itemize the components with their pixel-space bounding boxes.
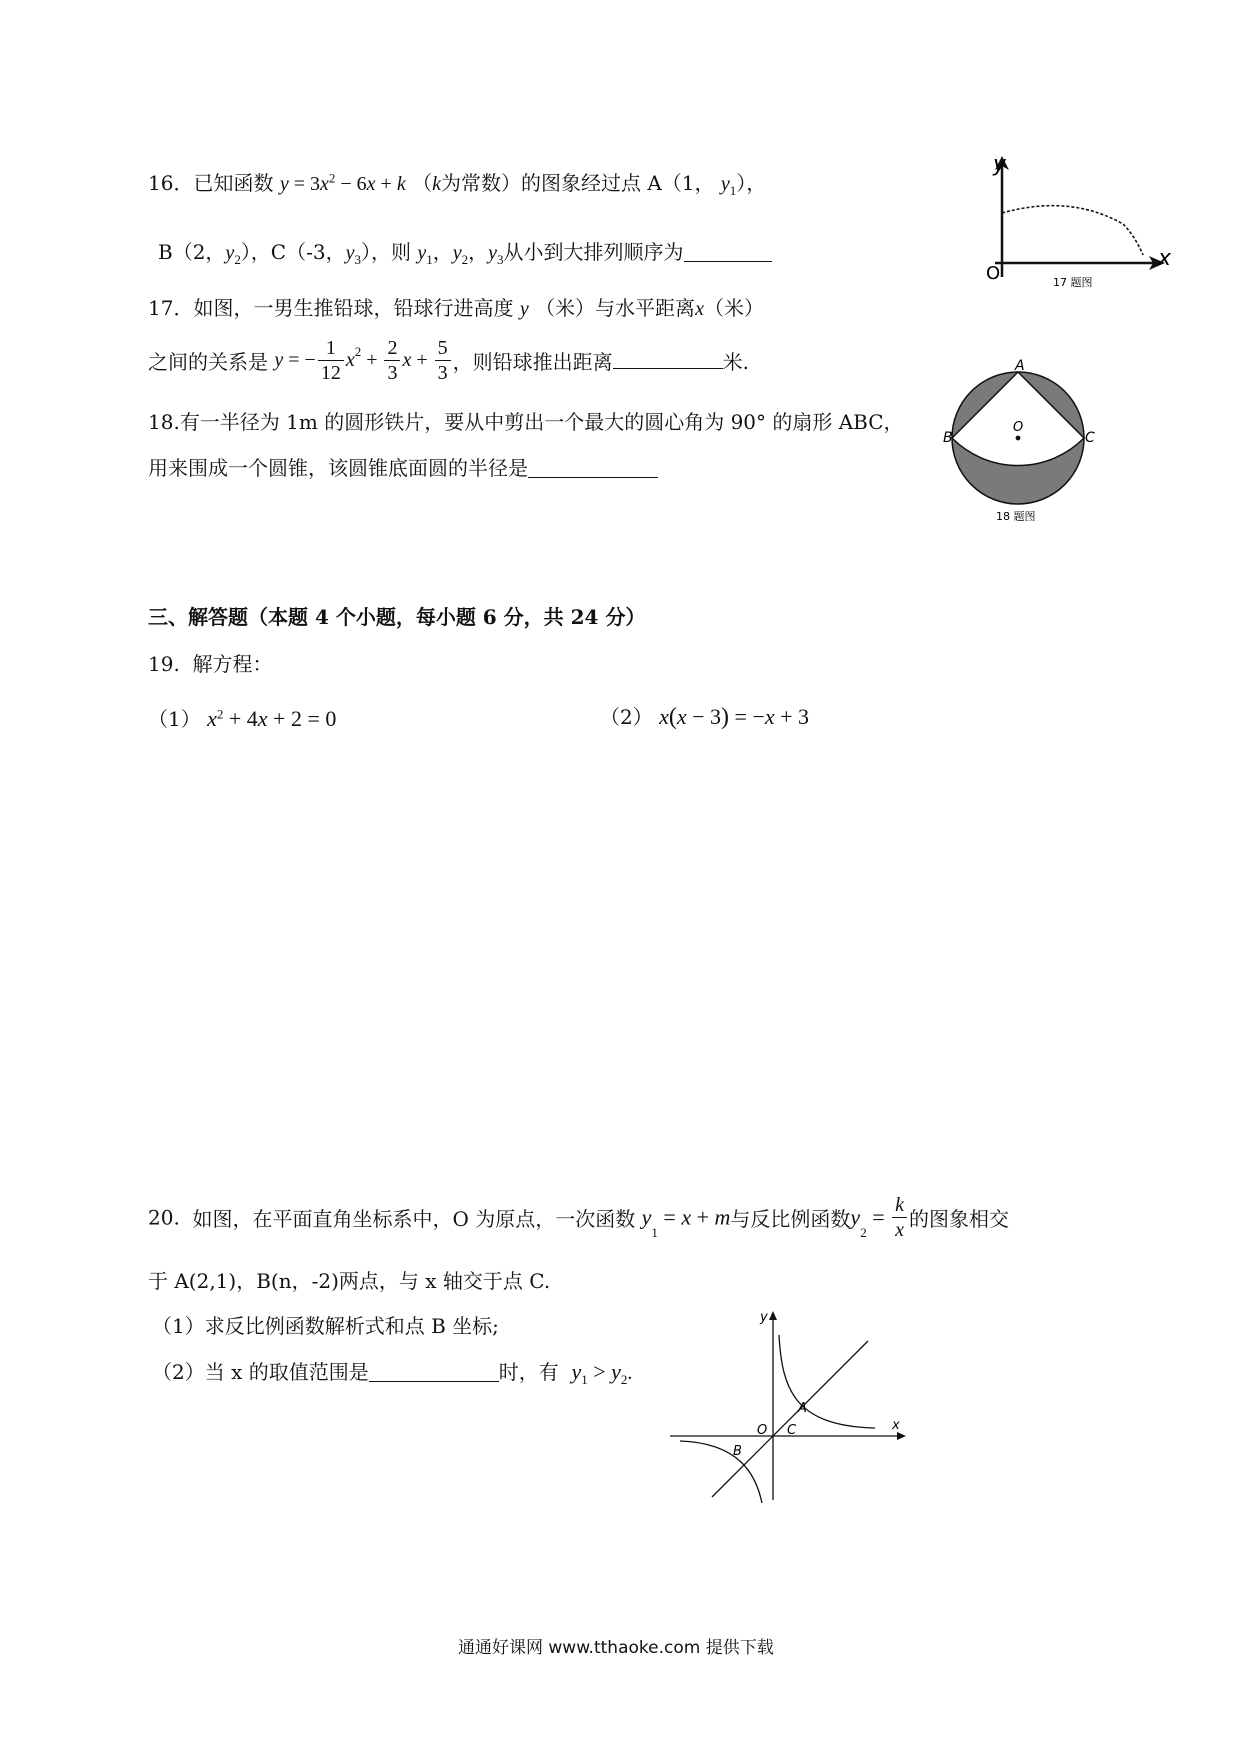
q17-frac-2-3: $\frac{2}{3}$ — [384, 336, 400, 385]
figure-20 — [670, 1305, 910, 1505]
q18-line1: 18.有一半径为 1m 的圆形铁片，要从中剪出一个最大的圆心角为 90° 的扇形 ABC， — [148, 410, 904, 434]
q18-line2: 用来围成一个圆锥，该圆锥底面圆的半径是 — [148, 452, 658, 481]
q17-frac-1-12: $\frac{1}{12}$ — [318, 336, 344, 385]
q16-answer-blank — [684, 241, 772, 262]
fig18-caption: 18 题图 — [996, 510, 1036, 523]
fig20-label-O: O — [757, 1423, 768, 1438]
q19-part1: （1） $x^2 + 4x + 2 = 0$ — [148, 706, 337, 731]
q16-text: 已知函数 — [193, 171, 274, 195]
q19-title: 19. 解方程： — [148, 652, 273, 676]
fig20-y-arrow — [769, 1311, 777, 1320]
fig18-label-A: A — [1015, 358, 1025, 374]
q17-line2: 之间的关系是 y = − $\frac{1}{12}$ $x^2$ + $\frac{2}{3}$ x + $\frac{5}{3}$ ，则铅球推出距离 米. — [148, 337, 750, 384]
fig20-hyperbola-lower — [680, 1441, 762, 1503]
q17-number: 17． — [148, 296, 194, 320]
fig20-label-A: A — [798, 1401, 807, 1416]
fig18-label-B: B — [943, 430, 953, 446]
q19-part2: （2） x(x − 3) = −x + 3 — [600, 704, 810, 730]
q16-equation: y — [279, 173, 289, 195]
q20-line1: 20. 如图，在平面直角坐标系中，O 为原点，一次函数 $y_1 = x + m$与反比例函数$y_2$ = $\frac{k}{x}$ 的图象相交 — [148, 1194, 1009, 1241]
fig18-sector — [952, 372, 1084, 465]
fig18-label-O: O — [1013, 420, 1024, 435]
q17-answer-blank — [613, 348, 723, 369]
fig17-trajectory-curve — [1002, 206, 1143, 255]
fig17-origin-label: O — [986, 263, 1001, 284]
fig20-label-y: y — [760, 1310, 768, 1325]
q19-number: 19. — [148, 652, 180, 676]
q20-answer-blank — [369, 1361, 499, 1382]
fig20-x-arrow — [897, 1432, 906, 1440]
fig18-center-dot — [1016, 436, 1021, 441]
q20-line2: 于 A(2,1)，B(n，-2)两点，与 x 轴交于点 C. — [148, 1269, 551, 1293]
fig20-line-y1 — [712, 1341, 868, 1497]
fig17-y-label: y — [993, 152, 1007, 177]
fig17-x-label: x — [1158, 246, 1172, 271]
fig20-label-C: C — [787, 1423, 797, 1438]
q20-part2: （2）当 x 的取值范围是 时，有 $y_1 > y_2$. — [152, 1359, 633, 1387]
q18-answer-blank — [528, 457, 658, 478]
figure-18 — [943, 358, 1093, 530]
fig17-caption: 17 题图 — [1053, 276, 1093, 289]
figure-17 — [975, 152, 1170, 294]
q20-frac-k-x: $\frac{k}{x}$ — [892, 1193, 907, 1242]
q16-line2: B（2，$y_2$），C（-3，$y_3$），则 $y_1$，$y_2$，$y_3$从小到大排列顺序为 — [158, 236, 772, 268]
q17-line1: 17．如图，一男生推铅球，铅球行进高度 y （米）与水平距离x（米） — [148, 296, 764, 320]
q16-line1: 16．已知函数 $y = 3x^2 - 6x + k$ （k为常数）的图象经过点 A（1， $y_1$）， — [148, 170, 767, 198]
fig18-label-C: C — [1085, 430, 1095, 446]
q16-number: 16． — [148, 171, 194, 195]
q20-part1: （1）求反比例函数解析式和点 B 坐标; — [152, 1314, 499, 1338]
fig20-label-x: x — [892, 1418, 900, 1433]
q20-number: 20. — [148, 1205, 180, 1230]
section-3-heading: 三、解答题（本题 4 个小题，每小题 6 分，共 24 分） — [148, 605, 646, 629]
q17-frac-5-3: $\frac{5}{3}$ — [435, 336, 451, 385]
page-footer: 通通好课网 www.tthaoke.com 提供下载 — [458, 1638, 774, 1658]
q18-number: 18. — [148, 410, 180, 434]
fig20-label-B: B — [733, 1444, 742, 1459]
